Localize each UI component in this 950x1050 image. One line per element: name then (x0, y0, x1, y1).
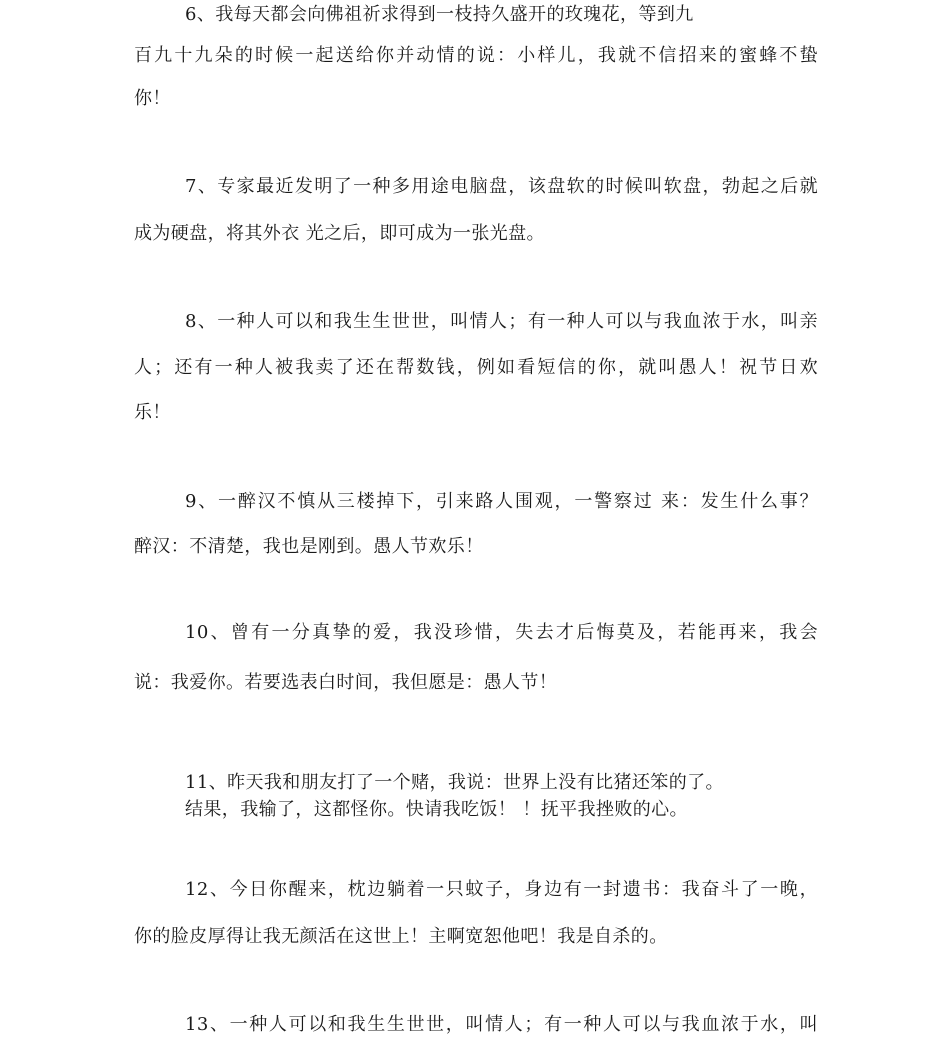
paragraph-10-line-1: 10、曾有一分真挚的爱，我没珍惜，失去才后悔莫及，若能再来，我会 (185, 622, 818, 643)
paragraph-7-line-2: 成为硬盘，将其外衣 光之后，即可成为一张光盘。 (134, 223, 545, 244)
paragraph-9-line-1: 9、一醉汉不慎从三楼掉下，引来路人围观，一警察过 来：发生什么事？ (185, 491, 818, 512)
paragraph-7-line-1: 7、专家最近发明了一种多用途电脑盘，该盘软的时候叫软盘，勃起之后就 (185, 176, 818, 197)
paragraph-8-line-3: 乐！ (134, 402, 171, 423)
paragraph-12-line-2: 你的脸皮厚得让我无颜活在这世上！主啊宽恕他吧！我是自杀的。 (134, 926, 668, 947)
paragraph-8-line-1: 8、一种人可以和我生生世世，叫情人；有一种人可以与我血浓于水，叫亲 (185, 311, 818, 332)
paragraph-6-line-3: 你！ (134, 88, 171, 109)
paragraph-11-line-2: 结果，我输了，这都怪你。快请我吃饭！ ！抚平我挫败的心。 (185, 799, 688, 820)
paragraph-6-line-1: 6、我每天都会向佛祖祈求得到一枝持久盛开的玫瑰花，等到九 (185, 4, 694, 25)
paragraph-6-line-2: 百九十九朵的时候一起送给你并动情的说：小样儿，我就不信招来的蜜蜂不蛰 (134, 45, 818, 66)
paragraph-9-line-2: 醉汉：不清楚，我也是刚到。愚人节欢乐！ (134, 536, 484, 557)
paragraph-13-line-1: 13、一种人可以和我生生世世，叫情人；有一种人可以与我血浓于水，叫 (185, 1014, 818, 1035)
paragraph-12-line-1: 12、今日你醒来，枕边躺着一只蚊子，身边有一封遗书：我奋斗了一晚， (185, 879, 818, 900)
paragraph-8-line-2: 人；还有一种人被我卖了还在帮数钱，例如看短信的你，就叫愚人！祝节日欢 (134, 357, 818, 378)
paragraph-11-line-1: 11、昨天我和朋友打了一个赌，我说：世界上没有比猪还笨的了。 (185, 772, 724, 793)
paragraph-10-line-2: 说：我爱你。若要选表白时间，我但愿是：愚人节！ (134, 672, 558, 693)
